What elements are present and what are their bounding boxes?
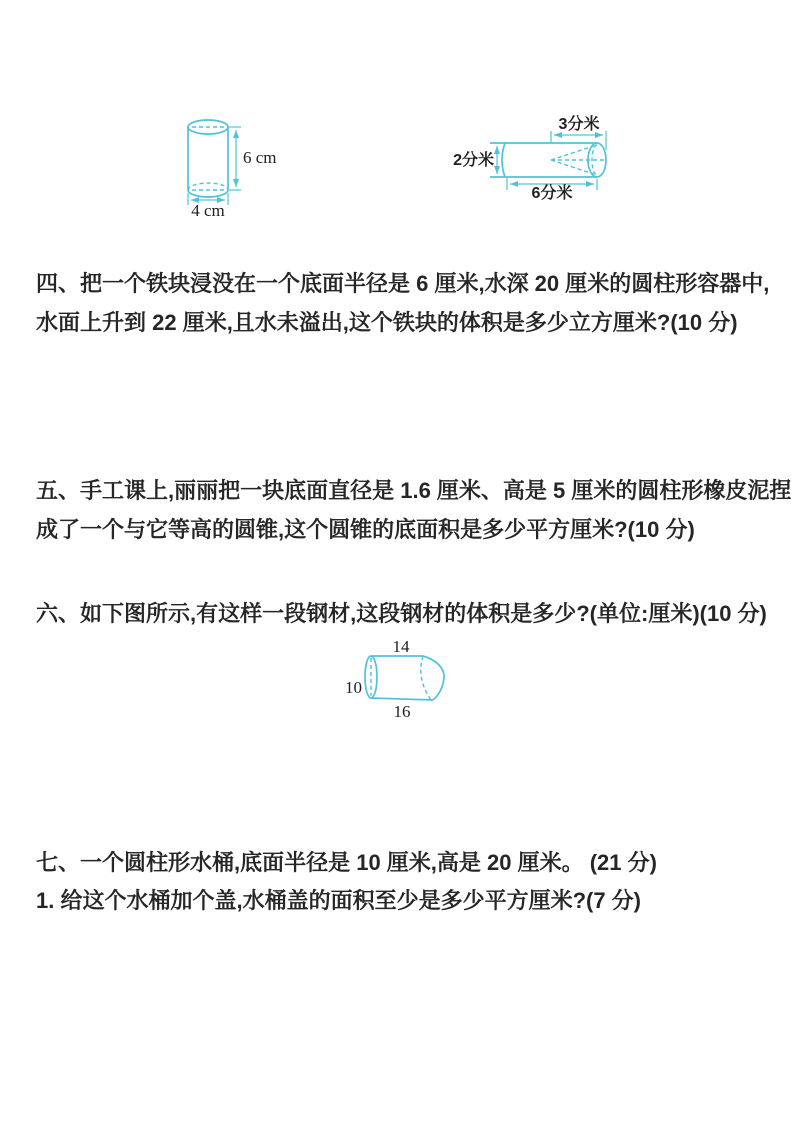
steel-segment-outline bbox=[365, 656, 444, 700]
horizontal-cylinder-outline bbox=[490, 131, 606, 190]
question-6 bbox=[36, 594, 767, 633]
cylinder2-diameter-label: 2分米 bbox=[453, 152, 494, 169]
cylinder-height-label: 6 cm bbox=[243, 148, 277, 167]
question-4-line-2: 水面上升到 22 厘米,且水未溢出,这个铁块的体积是多少立方厘米?(10 分) bbox=[36, 310, 738, 335]
question-7-line-1: 七、一个圆柱形水桶,底面半径是 10 厘米,高是 20 厘米。 (21 分) bbox=[36, 850, 657, 875]
steel-diameter-label: 10 bbox=[345, 678, 362, 697]
question-7-sub-1 bbox=[36, 881, 641, 920]
question-6-line-1: 六、如下图所示,有这样一段钢材,这段钢材的体积是多少?(单位:厘米)(10 分) bbox=[36, 601, 767, 626]
figure-steel-segment bbox=[335, 633, 465, 728]
steel-bottom-length-label: 16 bbox=[393, 702, 411, 721]
question-5-line-1: 五、手工课上,丽丽把一块底面直径是 1.6 厘米、高是 5 厘米的圆柱形橡皮泥捏 bbox=[36, 478, 792, 503]
question-5 bbox=[36, 471, 791, 549]
cylinder2-length-label: 6分米 bbox=[531, 185, 573, 202]
question-4 bbox=[36, 264, 769, 342]
question-5-line-2: 成了一个与它等高的圆锥,这个圆锥的底面积是多少平方厘米?(10 分) bbox=[36, 517, 695, 542]
cylinder-diameter-label: 4 cm bbox=[191, 201, 225, 220]
upright-cylinder-outline bbox=[188, 120, 241, 205]
question-7 bbox=[36, 843, 657, 882]
question-7-sub-1-line: 1. 给这个水桶加个盖,水桶盖的面积至少是多少平方厘米?(7 分) bbox=[36, 888, 642, 913]
cone-depth-label: 3分米 bbox=[558, 116, 600, 133]
figure-upright-cylinder bbox=[170, 100, 300, 225]
question-4-line-1: 四、把一个铁块浸没在一个底面半径是 6 厘米,水深 20 厘米的圆柱形容器中, bbox=[36, 271, 770, 296]
steel-top-length-label: 14 bbox=[392, 637, 410, 656]
figure-horizontal-cylinder-cone bbox=[450, 103, 635, 203]
